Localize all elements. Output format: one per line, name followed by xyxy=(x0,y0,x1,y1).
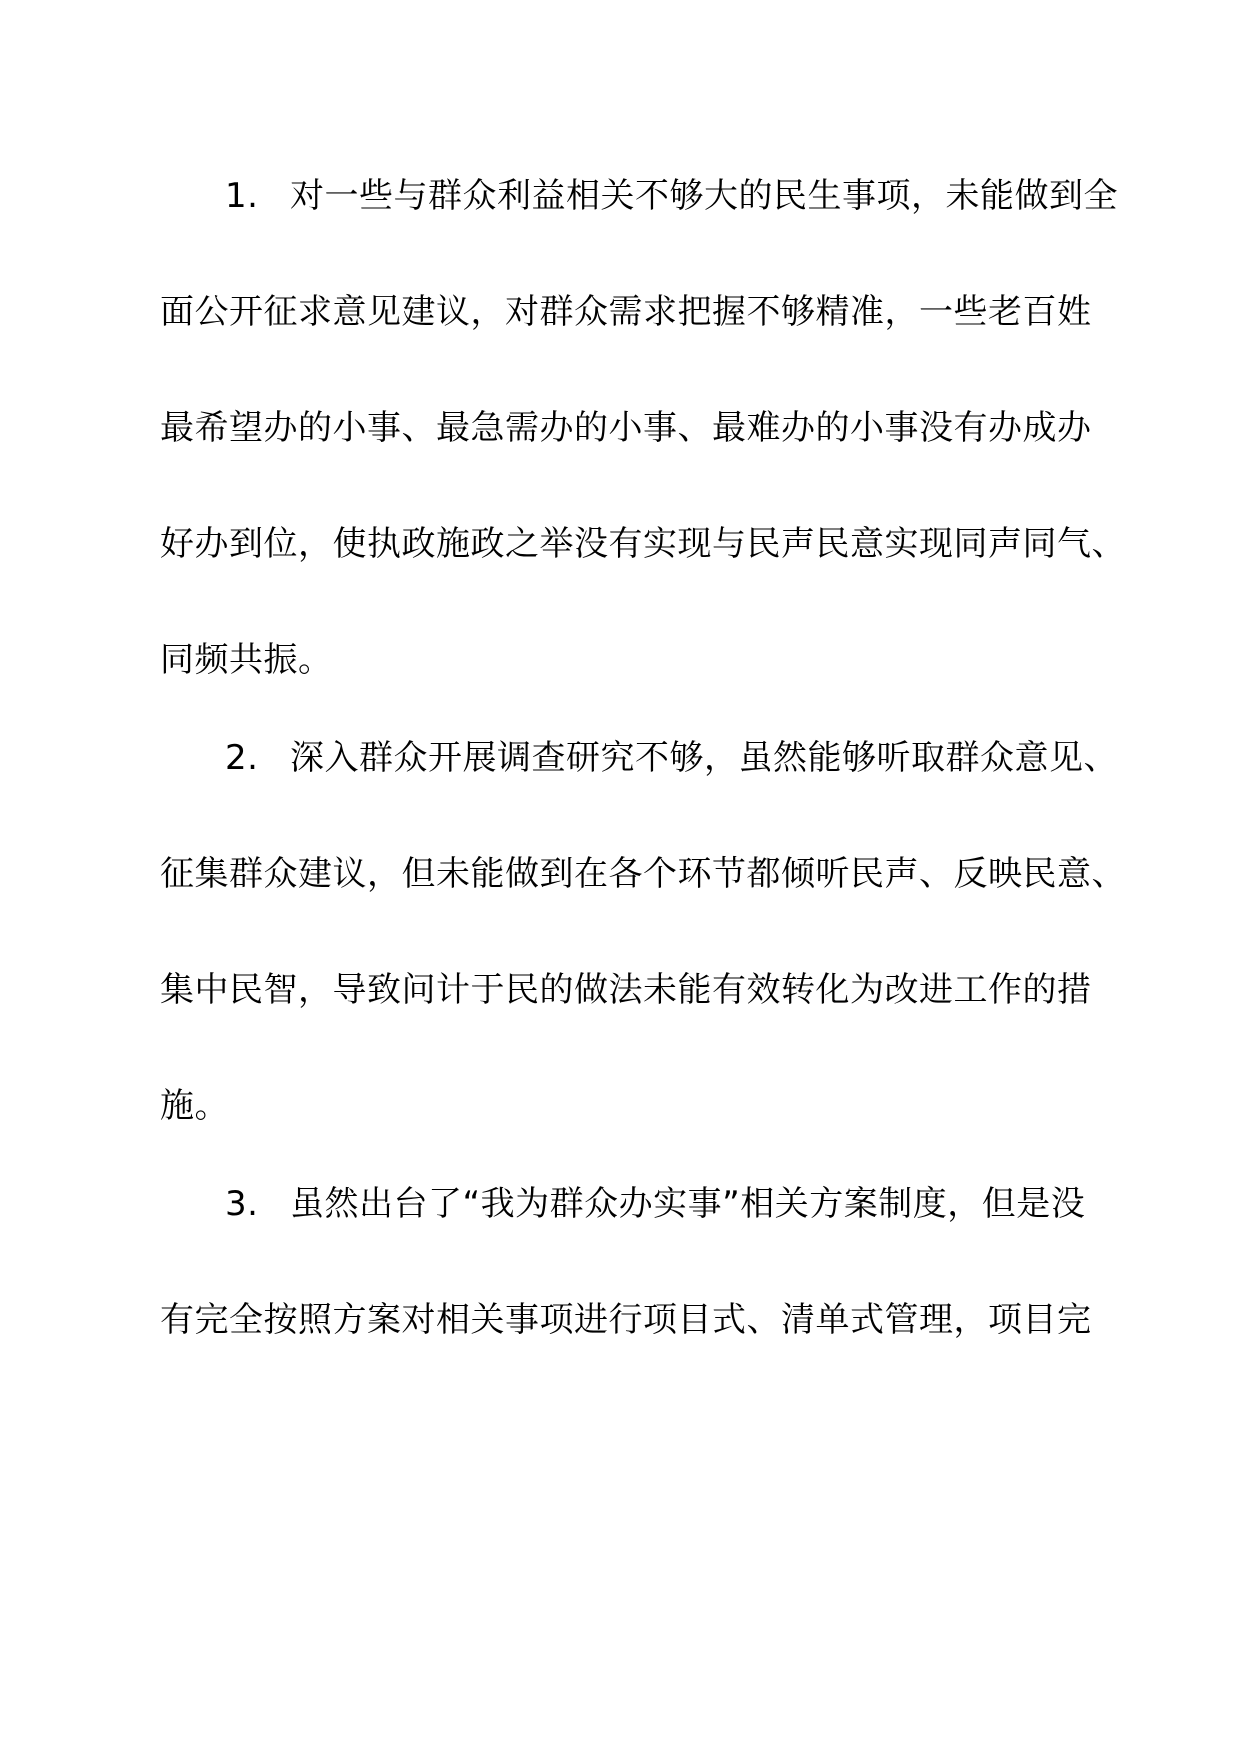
item-3-line-2: 有完全按照方案对相关事项进行项目式、清单式管理，项目完 xyxy=(160,1300,1092,1340)
item-3-text-1: 虽然出台了“我为群众办实事”相关方案制度，但是没 xyxy=(290,1184,1086,1224)
item-2-line-4: 施。 xyxy=(160,1086,229,1126)
item-2-text-1: 深入群众开展调查研究不够，虽然能够听取群众意见、 xyxy=(290,738,1118,778)
item-2-number: 2. xyxy=(225,738,259,778)
item-1-text-1: 对一些与群众利益相关不够大的民生事项，未能做到全 xyxy=(290,176,1118,216)
item-2-line-3: 集中民智，导致问计于民的做法未能有效转化为改进工作的措 xyxy=(160,970,1092,1010)
item-3-line-1 xyxy=(160,1182,1120,1226)
item-2-line-2: 征集群众建议，但未能做到在各个环节都倾听民声、反映民意、 xyxy=(160,854,1126,894)
item-1-line-2: 面公开征求意见建议，对群众需求把握不够精准，一些老百姓 xyxy=(160,292,1092,332)
item-2-line-1 xyxy=(160,736,1120,780)
item-1-line-1 xyxy=(160,174,1120,218)
item-1-line-5: 同频共振。 xyxy=(160,640,333,680)
item-1-line-4: 好办到位，使执政施政之举没有实现与民声民意实现同声同气、 xyxy=(160,524,1126,564)
item-1-line-3: 最希望办的小事、最急需办的小事、最难办的小事没有办成办 xyxy=(160,408,1092,448)
item-1-number: 1. xyxy=(225,176,259,216)
item-3-number: 3. xyxy=(225,1184,259,1224)
